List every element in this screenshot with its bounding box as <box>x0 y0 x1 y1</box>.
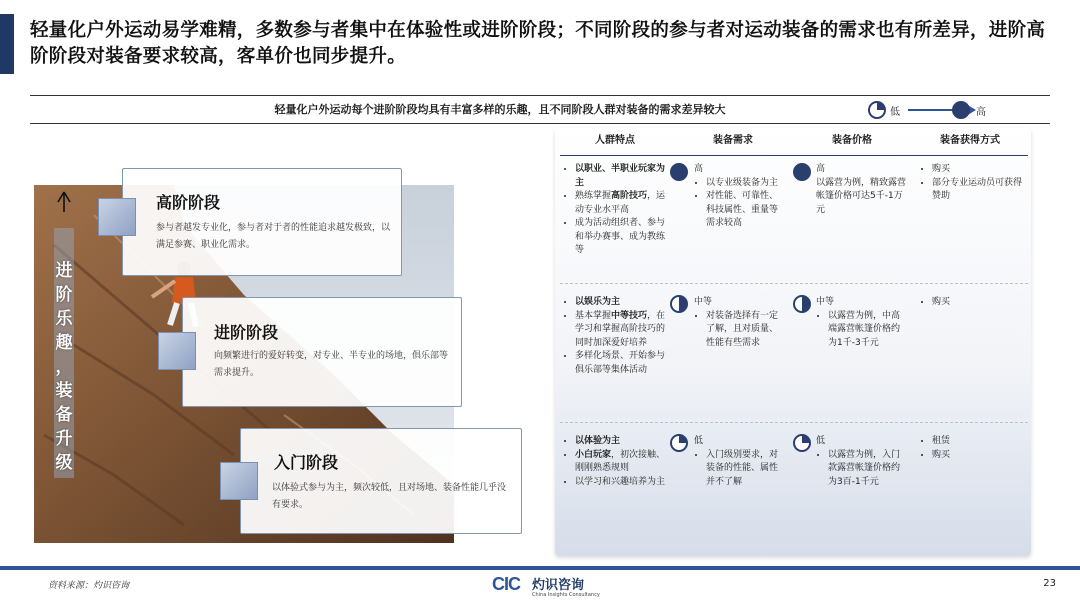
subtitle-top-rule <box>30 95 1050 96</box>
stage-title-advanced: 高阶阶段 <box>156 193 221 212</box>
cic-logo-mark: CIC <box>492 574 520 594</box>
column-header-needs: 装备需求 <box>713 135 753 146</box>
trait-line: • 以学习和兴趣培养为主 <box>575 476 667 490</box>
need-cell-beginner <box>694 435 786 489</box>
stage-desc-intermediate: 向频繁进行的爱好转变，对专业、半专业的场地，俱乐部等需求提升。 <box>214 351 449 378</box>
price-cell-beginner <box>816 435 908 489</box>
legend-low-label: 低 <box>890 107 900 118</box>
trait-line: • 以体验为主 <box>575 435 667 449</box>
trait-line: • 基本掌握中等技巧，在学习和掌握高阶技巧的同时加深爱好培养 <box>575 310 667 351</box>
vertical-label-char-2: 阶 <box>55 285 73 305</box>
acquire-line: • 购买 <box>932 163 1024 177</box>
price-level: 中等 <box>816 297 835 307</box>
need-level-low-icon <box>670 434 688 452</box>
acquire-cell-advanced <box>920 163 1024 204</box>
source-note: 资料来源：灼识咨询 <box>48 581 130 591</box>
table-header-rule <box>560 155 1028 156</box>
page-title: 轻量化户外运动易学难精，多数参与者集中在体验性或进阶阶段；不同阶段的参与者对运动装备的需求也有所差异，进阶高阶阶段对装备要求较高，客单价也同步提升。 <box>30 20 1046 67</box>
price-line: 以露营为例，精致露营帐篷价格可达5千-1万元 <box>816 177 907 215</box>
row-divider <box>560 283 1028 284</box>
column-header-traits: 人群特点 <box>595 135 635 146</box>
need-line: • 对装备选择有一定了解，且对质量、性能有些需求 <box>706 310 786 351</box>
price-cell-advanced <box>816 163 908 217</box>
price-level: 高 <box>816 164 826 174</box>
vertical-label-char-1: 进 <box>55 261 73 281</box>
price-level-high-icon <box>793 163 811 181</box>
acquire-line: • 购买 <box>932 296 1024 310</box>
price-level: 低 <box>816 436 826 446</box>
level-legend <box>862 100 1062 120</box>
arrow-up-icon <box>56 190 72 212</box>
climber-icon <box>98 198 136 236</box>
need-cell-intermediate <box>694 296 786 350</box>
row-divider <box>560 422 1028 423</box>
need-line: • 以专业级装备为主 <box>706 177 786 191</box>
acquire-line: • 购买 <box>932 449 1024 463</box>
vertical-label-char-7: 备 <box>55 405 73 425</box>
footer-rule <box>0 566 1080 570</box>
price-line: • 以露营为例，入门款露营帐篷价格约为3百-1千元 <box>828 449 908 490</box>
legend-high-label: 高 <box>976 107 986 118</box>
stage-title-intermediate: 进阶阶段 <box>214 323 279 342</box>
subtitle: 轻量化户外运动每个进阶阶段均具有丰富多样的乐趣，且不同阶段人群对装备的需求差异较大 <box>274 103 726 116</box>
company-logo-name: 灼识咨询 <box>532 578 585 593</box>
need-level: 低 <box>694 436 704 446</box>
need-level: 中等 <box>694 297 713 307</box>
stage-desc-advanced: 参与者越发专业化，参与者对于者的性能追求越发极致，以满足参赛、职业化需求。 <box>156 223 391 250</box>
price-level-medium-icon <box>793 295 811 313</box>
price-cell-intermediate <box>816 296 908 350</box>
page-number: 23 <box>1043 578 1056 589</box>
traits-cell-intermediate <box>563 296 667 377</box>
trait-line: • 多样化场景、开始参与俱乐部等集体活动 <box>575 350 667 377</box>
stage-desc-beginner: 以体验式参与为主，频次较低，且对场地、装备性能几乎没有要求。 <box>272 483 507 510</box>
column-header-acquire: 装备获得方式 <box>940 135 1000 146</box>
vertical-label-char-4: 趣 <box>55 333 73 353</box>
low-level-icon <box>868 101 886 119</box>
trait-line: • 以娱乐为主 <box>575 296 667 310</box>
vertical-label-char-5: ， <box>55 357 73 377</box>
high-level-icon <box>952 101 970 119</box>
column-header-price: 装备价格 <box>832 135 872 146</box>
price-line: • 以露营为例，中高端露营帐篷价格约为1千-3千元 <box>828 310 908 351</box>
hiker-icon <box>220 462 258 500</box>
traits-cell-advanced <box>563 163 667 258</box>
need-level-high-icon <box>670 163 688 181</box>
need-line: • 入门级别要求，对装备的性能、属性并不了解 <box>706 449 786 490</box>
need-level-medium-icon <box>670 295 688 313</box>
acquire-line: • 部分专业运动员可获得赞助 <box>932 177 1024 204</box>
need-line: • 对性能、可靠性、科技属性、重量等需求较高 <box>706 190 786 231</box>
trait-line: • 熟练掌握高阶技巧，运动专业水平高 <box>575 190 667 217</box>
vertical-label-char-6: 装 <box>55 381 73 401</box>
stage-title-beginner: 入门阶段 <box>274 453 339 472</box>
need-level: 高 <box>694 164 704 174</box>
trait-line: • 小白玩家，初次接触、刚刚熟悉规则 <box>575 449 667 476</box>
acquire-line: • 租赁 <box>932 435 1024 449</box>
climber-icon <box>158 332 196 370</box>
trait-line: • 以职业、半职业玩家为主 <box>575 163 667 190</box>
trait-line: • 成为活动组织者、参与和举办赛事、成为教练等 <box>575 217 667 258</box>
vertical-label-char-3: 乐 <box>55 309 73 329</box>
vertical-label-char-8: 升 <box>55 429 73 449</box>
acquire-cell-intermediate <box>920 296 1024 310</box>
traits-cell-beginner <box>563 435 667 489</box>
company-logo-english: China Insights Consultancy <box>532 592 600 598</box>
vertical-label-char-9: 级 <box>55 453 73 473</box>
price-level-low-icon <box>793 434 811 452</box>
need-cell-advanced <box>694 163 786 231</box>
subtitle-bottom-rule <box>30 123 1050 124</box>
acquire-cell-beginner <box>920 435 1024 462</box>
title-accent-bar <box>0 14 14 74</box>
